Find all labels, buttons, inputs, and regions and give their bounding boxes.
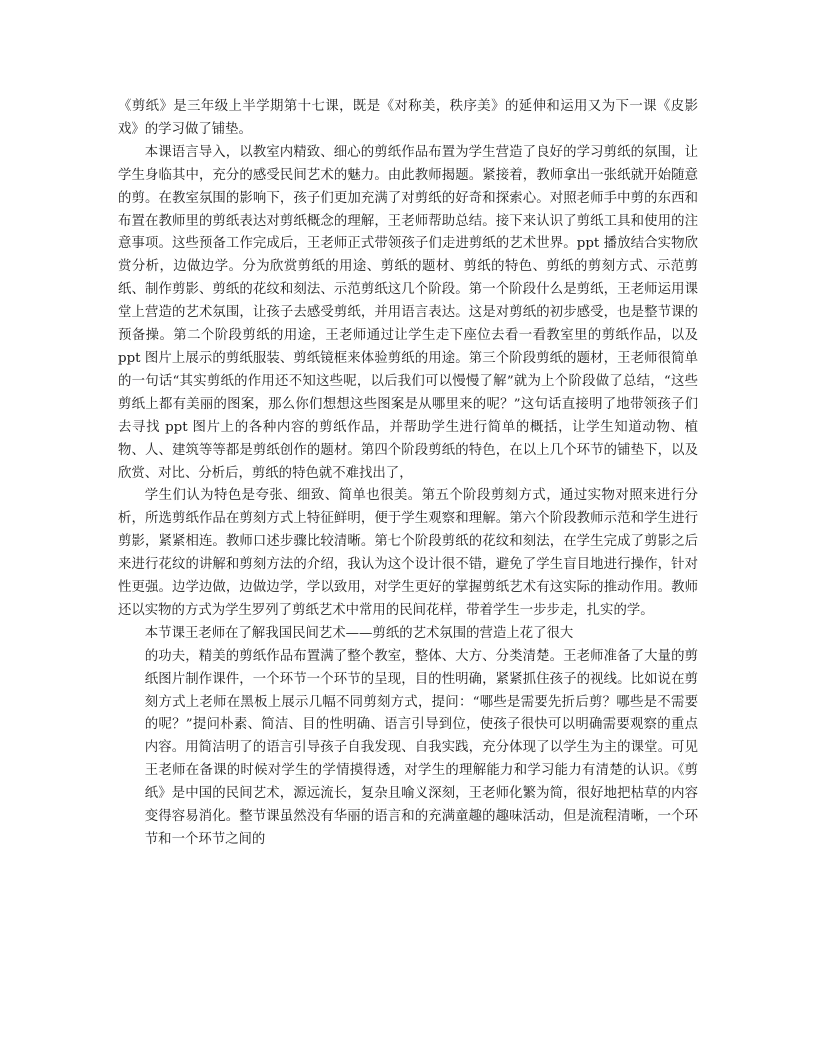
- document-body: [118, 96, 698, 852]
- paragraph-student-observations: 学生们认为特色是夸张、细致、简单也很美。第五个阶段剪刻方式，通过实物对照来进行分析，所选剪纸作品在剪刻方式上特征鲜明，便于学生观察和理解。第六个阶段教师示范和学生进行剪影，紧紧相连。教师口述步骤比较清晰。第七个阶段剪纸的花纹和刻法，在学生完成了剪影之后来进行花纹的讲解和剪刻方法的介绍，我认为这个设计很不错，避免了学生盲目地进行操作，针对性更强。边学边做，边做边学，学以致用，对学生更好的掌握剪纸艺术有这实际的推动作用。教师还以实物的方式为学生罗列了剪纸艺术中常用的民间花样，带着学生一步步走，扎实的学。: [118, 488, 698, 618]
- paragraph-summary-heading-line: 本节课王老师在了解我国民间艺术——剪纸的艺术氛围的营造上花了很大: [144, 625, 574, 641]
- paragraph-lesson-process: 本课语言导入，以教室内精致、细心的剪纸作品布置为学生营造了良好的学习剪纸的氛围，让学生身临其中，充分的感受民间艺术的魅力。由此教师揭题。紧接着，教师拿出一张纸就开始随意的剪。在教室氛围的影响下，孩子们更加充满了对剪纸的好奇和探索心。对照老师手中剪的东西和布置在教师里的剪纸表达对剪纸概念的理解，王老师帮助总结。接下来认识了剪纸工具和使用的注意事项。这些预备工作完成后，王老师正式带领孩子们走进剪纸的艺术世界。ppt 播放结合实物欣赏分析，边做边学。分为欣赏剪纸的用途、剪纸的题材、剪纸的特色、剪纸的剪刻方式、示范剪纸、制作剪影、剪纸的花纹和刻法、示范剪纸这几个阶段。第一个阶段什么是剪纸，王老师运用课堂上营造的艺术氛围，让孩子去感受剪纸，并用语言表达。这是对剪纸的初步感受，也是整节课的预备操。第二个阶段剪纸的用途，王老师通过让学生走下座位去看一看教室里的剪纸作品，以及 ppt 图片上展示的剪纸服装、剪纸镜框来体验剪纸的用途。第三个阶段剪纸的题材，王老师很简单的一句话“其实剪纸的作用还不知这些呢，以后我们可以慢慢了解”就为上个阶段做了总结，“这些剪纸上都有美丽的图案，那么你们想想这些图案是从哪里来的呢？”这句话直接明了地带领孩子们去寻找 ppt 图片上的各种内容的剪纸作品，并帮助学生进行简单的概括，让学生知道动物、植物、人、建筑等等都是剪纸创作的题材。第四个阶段剪纸的特色，在以上几个环节的铺垫下，以及欣赏、对比、分析后，剪纸的特色就不难找出了，: [118, 144, 698, 481]
- paragraph-intro: 《剪纸》是三年级上半学期第十七课，既是《对称美，秩序美》的延伸和运用又为下一课《皮影戏》的学习做了铺垫。: [118, 99, 698, 137]
- paragraph-summary-body: 的功夫，精美的剪纸作品布置满了整个教室，整体、大方、分类清楚。王老师准备了大量的剪纸图片制作课件，一个环节一个环节的呈现，目的性明确，紧紧抓住孩子的视线。比如说在剪刻方式上老师在黑板上展示几幅不同剪刻方式，提问：“哪些是需要先折后剪？哪些是不需要的呢？”提问朴素、简洁、目的性明确、语言引导到位，使孩子很快可以明确需要观察的重点内容。用简洁明了的语言引导孩子自我发现、自我实践，充分体现了以学生为主的课堂。可见王老师在备课的时候对学生的学情摸得透，对学生的理解能力和学习能力有清楚的认识。《剪纸》是中国的民间艺术，源远流长，复杂且喻义深刻，王老师化繁为简，很好地把枯草的内容变得容易消化。整节课虽然没有华丽的语言和的充满童趣的趣味活动，但是流程清晰，一个环节和一个环节之间的: [144, 648, 698, 847]
